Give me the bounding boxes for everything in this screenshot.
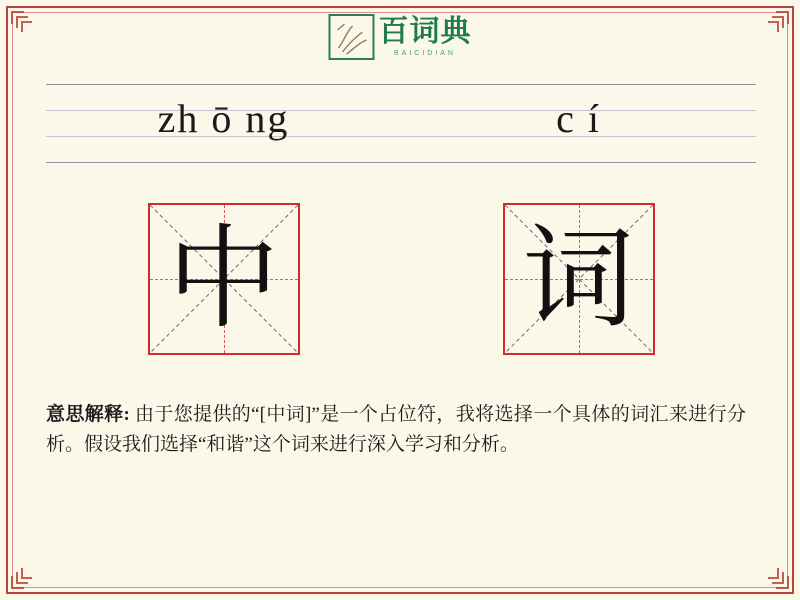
logo-subtitle: BAICIDIAN — [393, 50, 456, 57]
site-logo[interactable] — [329, 14, 472, 60]
corner-ornament-icon — [756, 556, 790, 590]
brush-seal-icon — [329, 14, 375, 60]
logo-title: 百词典 — [378, 14, 472, 49]
tianzige-box — [148, 203, 300, 355]
corner-ornament-icon — [10, 10, 44, 44]
pinyin-text: zh ō ng — [157, 95, 290, 141]
explanation-text: 由于您提供的“[中词]”是一个占位符，我将选择一个具体的词汇来进行分析。假设我们选择“和谐”这个词来进行深入学习和分析。 — [46, 404, 747, 456]
explanation-label: 意思解释: — [46, 404, 130, 425]
corner-ornament-icon — [756, 10, 790, 44]
character-grid-row — [46, 200, 756, 358]
explanation-block — [46, 400, 746, 460]
pinyin-text: c í — [556, 95, 601, 141]
character-glyph: 中 — [167, 214, 280, 344]
character-cell — [401, 200, 756, 358]
character-glyph: 词 — [522, 214, 635, 344]
corner-ornament-icon — [10, 556, 44, 590]
character-cell — [46, 200, 401, 358]
staff-line-bottom — [46, 162, 756, 163]
pinyin-staff — [46, 84, 756, 162]
tianzige-box — [503, 203, 655, 355]
pinyin-row — [46, 84, 756, 162]
logo-text — [378, 14, 472, 57]
